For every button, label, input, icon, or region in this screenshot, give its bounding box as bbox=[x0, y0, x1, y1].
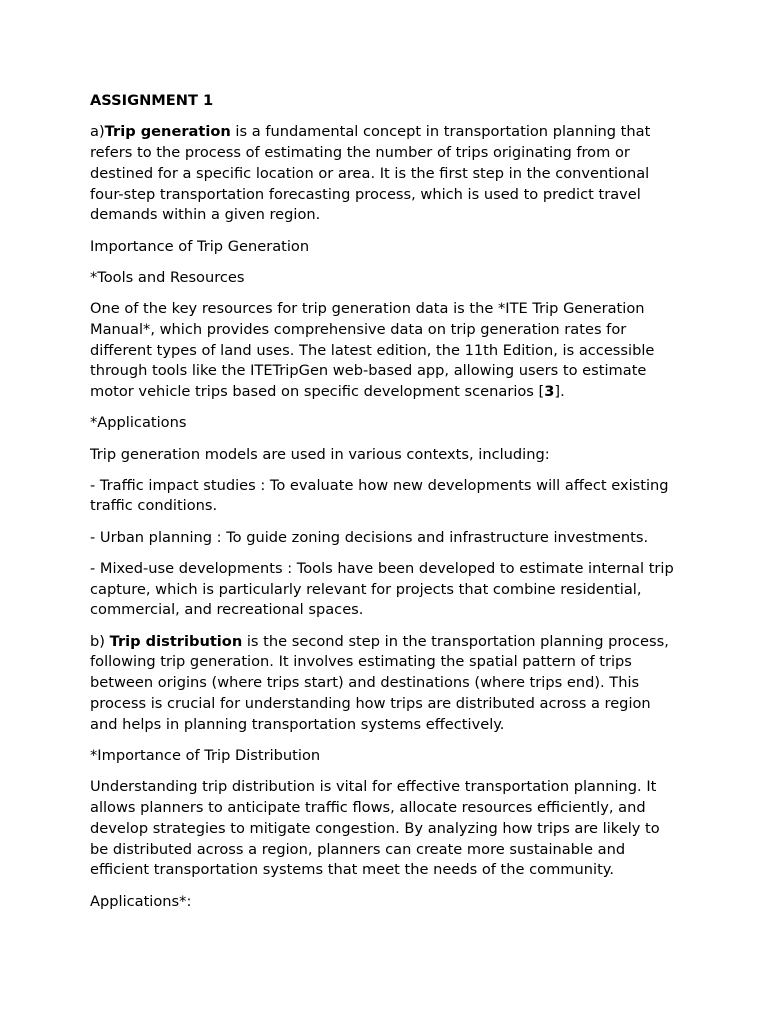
document-title: ASSIGNMENT 1 bbox=[90, 92, 214, 109]
trip-generation-paragraph bbox=[90, 122, 680, 226]
document-page bbox=[90, 91, 680, 923]
tools-text-end: ]. bbox=[554, 383, 565, 401]
section-a-prefix: a) bbox=[90, 123, 105, 141]
list-item: - Traffic impact studies : To evaluate how new developments will affect existing traffic conditions. bbox=[90, 476, 669, 515]
applications-intro: Trip generation models are used in various contexts, including: bbox=[90, 445, 550, 463]
importance-heading: Importance of Trip Generation bbox=[90, 237, 310, 255]
trip-generation-definition: is a fundamental concept in transportation planning that refers to the process of estimating the number of trips originating from or destined for a specific location or area. It is the first step in the conventional four-step transportation forecasting process, which is used to predict travel demands within a given region. bbox=[90, 123, 651, 224]
list-item: - Mixed-use developments : Tools have been developed to estimate internal trip capture, which is particularly relevant for projects that combine residential, commercial, and recreational spaces. bbox=[90, 559, 674, 619]
distribution-importance-heading: *Importance of Trip Distribution bbox=[90, 747, 321, 765]
trip-distribution-definition: is the second step in the transportation planning process, following trip generation. It involves estimating the spatial pattern of trips between origins (where trips start) and destinations (where trips end). This process is crucial for understanding how trips are distributed across a region and helps in planning transportation systems effectively. bbox=[90, 632, 669, 733]
distribution-applications-heading: Applications*: bbox=[90, 892, 192, 910]
section-b-prefix: b) bbox=[90, 632, 110, 650]
tools-heading: *Tools and Resources bbox=[90, 268, 245, 286]
trip-distribution-paragraph bbox=[90, 632, 680, 736]
tools-text: One of the key resources for trip generation data is the *ITE Trip Generation Manual*, which provides comprehensive data on trip generation rates for different types of land uses. The latest edition, the 11th Edition, is accessible through tools like the ITETripGen web-based app, allowing users to estimate motor vehicle trips based on specific development scenarios [ bbox=[90, 299, 655, 401]
trip-distribution-term: Trip distribution bbox=[109, 632, 243, 650]
trip-generation-term: Trip generation bbox=[104, 123, 231, 141]
list-item: - Urban planning : To guide zoning decisions and infrastructure investments. bbox=[90, 528, 649, 546]
applications-heading: *Applications bbox=[90, 414, 187, 432]
distribution-importance-text: Understanding trip distribution is vital for effective transportation planning. It allows planners to anticipate traffic flows, allocate resources efficiently, and develop strategies to mitigate congestion. By analyzing how trips are likely to be distributed across a region, planners can create more sustainable and efficient transportation systems that meet the needs of the community. bbox=[90, 778, 660, 879]
tools-paragraph bbox=[90, 299, 680, 403]
citation-link[interactable]: 3 bbox=[544, 383, 555, 401]
